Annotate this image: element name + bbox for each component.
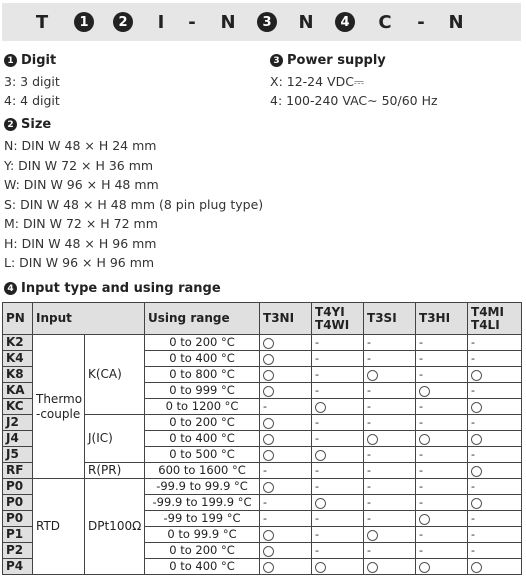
size-item: M: DIN W 72 × H 72 mm (4, 216, 158, 231)
pn-cell: KC (3, 399, 33, 415)
size-title-text: Size (21, 117, 52, 132)
pn-cell: J5 (3, 447, 33, 463)
size-item: W: DIN W 96 × H 48 mm (4, 177, 159, 192)
circle-icon (263, 530, 274, 541)
size-item: L: DIN W 96 × H 96 mm (4, 255, 155, 270)
supported-circle-icon (416, 511, 468, 527)
code-dash: - (417, 11, 425, 33)
code-char: T (35, 11, 49, 33)
power-item: 4: 100-240 VAC∼ 50/60 Hz (270, 93, 438, 108)
unsupported-dash: - (260, 463, 312, 479)
supported-circle-icon (260, 383, 312, 399)
model-code-row (2, 3, 521, 41)
circle-icon (471, 562, 482, 573)
circle-icon (315, 402, 326, 413)
range-cell: -99 to 199 °C (145, 511, 260, 527)
supported-circle-icon (312, 399, 364, 415)
unsupported-dash: - (364, 415, 416, 431)
unsupported-dash: - (416, 495, 468, 511)
digit-item: 3: 3 digit (4, 74, 60, 89)
unsupported-dash: - (312, 479, 364, 495)
circle-icon (315, 562, 326, 573)
bullet-2: 2 (4, 118, 17, 131)
unsupported-dash: - (260, 511, 312, 527)
supported-circle-icon (416, 383, 468, 399)
circle-icon (419, 434, 430, 445)
unsupported-dash: - (364, 463, 416, 479)
supported-circle-icon (364, 527, 416, 543)
unsupported-dash: - (312, 527, 364, 543)
pn-cell: RF (3, 463, 33, 479)
code-power-marker: 3 (252, 3, 282, 41)
pn-cell: J4 (3, 431, 33, 447)
supported-circle-icon (260, 415, 312, 431)
range-cell: 0 to 1200 °C (145, 399, 260, 415)
circle-icon (419, 514, 430, 525)
circle-icon (367, 530, 378, 541)
unsupported-dash: - (416, 399, 468, 415)
unsupported-dash: - (364, 543, 416, 559)
unsupported-dash: - (364, 495, 416, 511)
code-char: I (157, 11, 165, 33)
sensor-pr: R(PR) (85, 463, 145, 479)
unsupported-dash: - (364, 511, 416, 527)
pn-cell: J2 (3, 415, 33, 431)
sensor-ic: J(IC) (85, 415, 145, 463)
header-t3ni: T3NI (260, 303, 312, 335)
unsupported-dash: - (468, 447, 522, 463)
circle-icon (263, 450, 274, 461)
supported-circle-icon (260, 367, 312, 383)
supported-circle-icon (364, 559, 416, 575)
unsupported-dash: - (312, 543, 364, 559)
circle-icon (315, 450, 326, 461)
header-range: Using range (145, 303, 260, 335)
unsupported-dash: - (468, 383, 522, 399)
input-section-title (4, 281, 221, 296)
unsupported-dash: - (312, 383, 364, 399)
unsupported-dash: - (312, 463, 364, 479)
supported-circle-icon (468, 463, 522, 479)
bullet-4: 4 (4, 282, 17, 295)
range-cell: 0 to 999 °C (145, 383, 260, 399)
unsupported-dash: - (364, 335, 416, 351)
unsupported-dash: - (364, 479, 416, 495)
header-input: Input (33, 303, 145, 335)
unsupported-dash: - (364, 351, 416, 367)
range-cell: -99.9 to 99.9 °C (145, 479, 260, 495)
supported-circle-icon (468, 559, 522, 575)
pn-cell: K2 (3, 335, 33, 351)
header-t4mi-t4li: T4MI T4LI (468, 303, 522, 335)
circle-icon (263, 546, 274, 557)
supported-circle-icon (468, 431, 522, 447)
supported-circle-icon (468, 495, 522, 511)
supported-circle-icon (364, 431, 416, 447)
circle-icon (471, 466, 482, 477)
supported-circle-icon (312, 447, 364, 463)
supported-circle-icon (260, 351, 312, 367)
table-row (3, 479, 522, 495)
power-section-title (270, 53, 386, 68)
circle-icon (367, 370, 378, 381)
supported-circle-icon (260, 447, 312, 463)
pn-cell: K4 (3, 351, 33, 367)
circle-icon (419, 562, 430, 573)
unsupported-dash: - (468, 527, 522, 543)
code-size-marker: 2 (108, 3, 138, 41)
circle-icon (471, 370, 482, 381)
unsupported-dash: - (312, 351, 364, 367)
range-cell: 0 to 400 °C (145, 351, 260, 367)
circle-icon (263, 562, 274, 573)
pn-cell: P0 (3, 479, 33, 495)
supported-circle-icon (260, 559, 312, 575)
digit-section-title (4, 53, 56, 68)
circle-icon (263, 370, 274, 381)
code-char: N (220, 11, 236, 33)
circle-icon (367, 434, 378, 445)
supported-circle-icon (416, 431, 468, 447)
digit-title-text: Digit (21, 53, 57, 68)
code-char: C (378, 11, 392, 33)
range-cell: -99.9 to 199.9 °C (145, 495, 260, 511)
bullet-1: 1 (4, 54, 17, 67)
circle-icon (471, 402, 482, 413)
code-dash: - (188, 11, 196, 33)
circle-icon (263, 386, 274, 397)
pn-cell: KA (3, 383, 33, 399)
supported-circle-icon (468, 399, 522, 415)
supported-circle-icon (260, 479, 312, 495)
supported-circle-icon (260, 335, 312, 351)
unsupported-dash: - (416, 415, 468, 431)
circle-icon (263, 338, 274, 349)
unsupported-dash: - (416, 335, 468, 351)
unsupported-dash: - (468, 415, 522, 431)
unsupported-dash: - (260, 495, 312, 511)
unsupported-dash: - (312, 335, 364, 351)
circle-icon (367, 562, 378, 573)
circle-icon (263, 434, 274, 445)
code-char: N (448, 11, 464, 33)
circle-icon (263, 482, 274, 493)
supported-circle-icon (416, 559, 468, 575)
unsupported-dash: - (260, 399, 312, 415)
sensor-dpt100: DPt100Ω (85, 479, 145, 575)
pn-cell: P0 (3, 511, 33, 527)
pn-cell: P2 (3, 543, 33, 559)
range-cell: 600 to 1600 °C (145, 463, 260, 479)
range-cell: 0 to 500 °C (145, 447, 260, 463)
pn-cell: P1 (3, 527, 33, 543)
circle-icon (315, 498, 326, 509)
unsupported-dash: - (364, 383, 416, 399)
size-item: N: DIN W 48 × H 24 mm (4, 138, 157, 153)
unsupported-dash: - (312, 511, 364, 527)
header-t3si: T3SI (364, 303, 416, 335)
group-thermocouple: Thermo -couple (33, 335, 85, 479)
unsupported-dash: - (416, 527, 468, 543)
sensor-ca: K(CA) (85, 335, 145, 415)
input-title-text: Input type and using range (21, 281, 221, 296)
pn-cell: P4 (3, 559, 33, 575)
unsupported-dash: - (468, 479, 522, 495)
bullet-3: 3 (270, 54, 283, 67)
range-cell: 0 to 200 °C (145, 335, 260, 351)
unsupported-dash: - (468, 351, 522, 367)
digit-item: 4: 4 digit (4, 93, 60, 108)
unsupported-dash: - (312, 367, 364, 383)
range-cell: 0 to 400 °C (145, 559, 260, 575)
unsupported-dash: - (468, 335, 522, 351)
header-t4yi-t4wi: T4YI T4WI (312, 303, 364, 335)
unsupported-dash: - (364, 399, 416, 415)
circle-icon (263, 418, 274, 429)
circle-icon (419, 386, 430, 397)
unsupported-dash: - (416, 463, 468, 479)
input-range-table (2, 302, 522, 575)
header-t3hi: T3HI (416, 303, 468, 335)
circle-icon (471, 498, 482, 509)
unsupported-dash: - (416, 479, 468, 495)
unsupported-dash: - (312, 415, 364, 431)
range-cell: 0 to 400 °C (145, 431, 260, 447)
pn-cell: P0 (3, 495, 33, 511)
range-cell: 0 to 99.9 °C (145, 527, 260, 543)
size-item: Y: DIN W 72 × H 36 mm (4, 158, 154, 173)
unsupported-dash: - (468, 511, 522, 527)
supported-circle-icon (364, 367, 416, 383)
table-header-row (3, 303, 522, 335)
unsupported-dash: - (416, 447, 468, 463)
supported-circle-icon (312, 495, 364, 511)
size-section-title (4, 117, 51, 132)
pn-cell: K8 (3, 367, 33, 383)
size-item: H: DIN W 48 × H 96 mm (4, 236, 157, 251)
code-digit-marker: 1 (69, 3, 99, 41)
header-pn: PN (3, 303, 33, 335)
size-item: S: DIN W 48 × H 48 mm (8 pin plug type) (4, 197, 264, 212)
unsupported-dash: - (416, 351, 468, 367)
range-cell: 0 to 200 °C (145, 543, 260, 559)
unsupported-dash: - (416, 543, 468, 559)
range-cell: 0 to 800 °C (145, 367, 260, 383)
circle-icon (263, 354, 274, 365)
supported-circle-icon (468, 367, 522, 383)
supported-circle-icon (312, 559, 364, 575)
circle-icon (471, 434, 482, 445)
table-row (3, 335, 522, 351)
unsupported-dash: - (416, 367, 468, 383)
range-cell: 0 to 200 °C (145, 415, 260, 431)
code-char: N (298, 11, 314, 33)
unsupported-dash: - (364, 447, 416, 463)
supported-circle-icon (260, 431, 312, 447)
unsupported-dash: - (312, 431, 364, 447)
supported-circle-icon (260, 543, 312, 559)
group-rtd: RTD (33, 479, 85, 575)
power-title-text: Power supply (287, 53, 386, 68)
unsupported-dash: - (468, 543, 522, 559)
power-item: X: 12-24 VDC⎓ (270, 74, 364, 89)
supported-circle-icon (260, 527, 312, 543)
code-input-marker: 4 (330, 3, 360, 41)
